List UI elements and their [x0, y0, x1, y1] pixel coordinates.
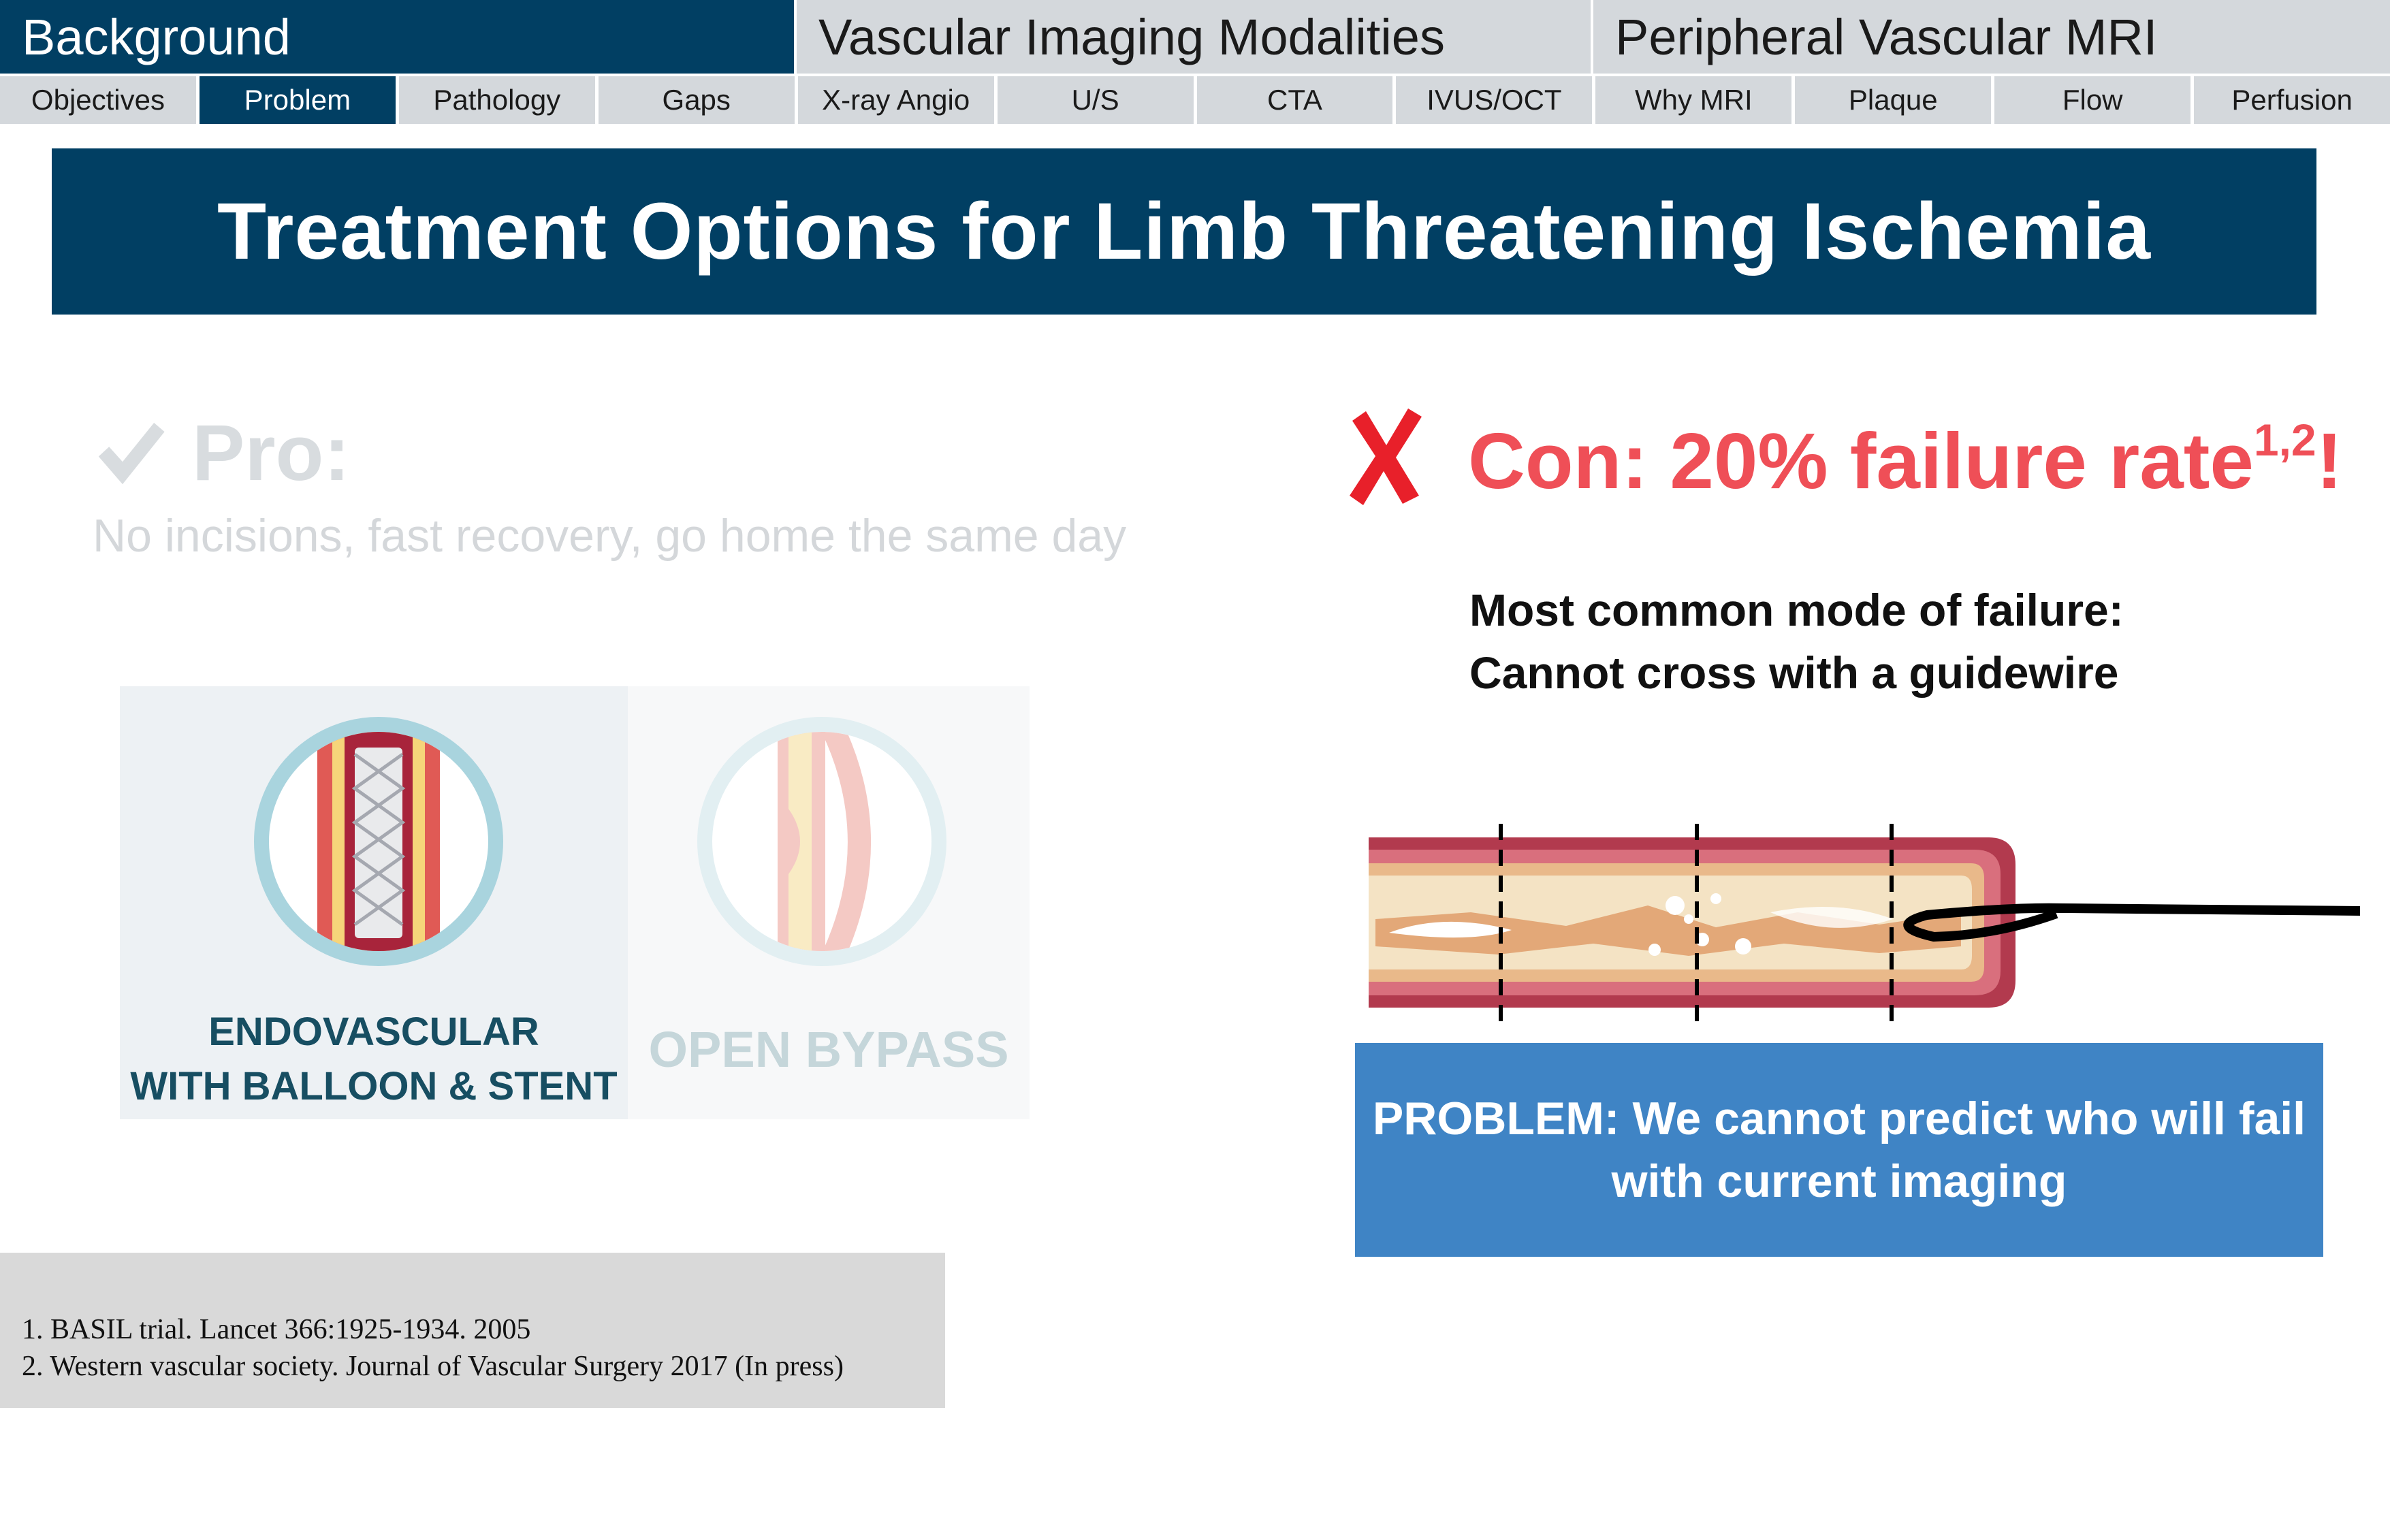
check-icon: [93, 415, 168, 490]
failure-mode-label: Most common mode of failure:: [1469, 585, 2124, 635]
con-citation: 1,2: [2253, 415, 2316, 465]
section-background[interactable]: Background: [0, 0, 797, 74]
pro-description: No incisions, fast recovery, go home the same day: [93, 510, 1127, 562]
section-peripheral-vascular-mri[interactable]: Peripheral Vascular MRI: [1593, 0, 2390, 74]
endovascular-label-line2: WITH BALLOON & STENT: [130, 1064, 618, 1108]
section-nav: [0, 0, 2390, 74]
con-heading: [1468, 414, 2342, 507]
tab-flow[interactable]: Flow: [1994, 76, 2194, 124]
con-heading-text: Con: 20% failure rate: [1468, 417, 2254, 505]
bypass-label: OPEN BYPASS: [648, 1021, 1009, 1078]
endovascular-card: [120, 686, 628, 1119]
pro-label: Pro:: [192, 408, 350, 497]
reference-2: 2. Western vascular society. Journal of Vascular Surgery 2017 (In press): [22, 1351, 844, 1382]
bypass-illustration: [628, 686, 1030, 1006]
tab-ivus-oct[interactable]: IVUS/OCT: [1396, 76, 1595, 124]
references-box: [0, 1253, 945, 1408]
tab-plaque[interactable]: Plaque: [1795, 76, 1994, 124]
problem-line1: PROBLEM: We cannot predict who will fail: [1372, 1093, 2306, 1144]
tab-why-mri[interactable]: Why MRI: [1595, 76, 1795, 124]
tab-problem[interactable]: Problem: [200, 76, 399, 124]
tab-us[interactable]: U/S: [998, 76, 1197, 124]
reference-1: 1. BASIL trial. Lancet 366:1925-1934. 2005: [22, 1314, 531, 1345]
con-exclamation: !: [2316, 417, 2343, 505]
x-mark-icon: [1345, 403, 1427, 505]
tab-xray-angio[interactable]: X-ray Angio: [798, 76, 998, 124]
tab-pathology[interactable]: Pathology: [399, 76, 599, 124]
tab-cta[interactable]: CTA: [1197, 76, 1397, 124]
tab-objectives[interactable]: Objectives: [0, 76, 200, 124]
title-banner: [52, 148, 2316, 315]
tab-nav: [0, 76, 2390, 124]
pro-heading: [93, 408, 350, 497]
problem-callout: [1355, 1043, 2323, 1257]
failure-mode-description: Cannot cross with a guidewire: [1469, 647, 2119, 698]
occluded-artery-illustration: [1362, 810, 2370, 1035]
stent-illustration: [120, 686, 628, 1006]
tab-perfusion[interactable]: Perfusion: [2194, 76, 2390, 124]
page-title: Treatment Options for Limb Threatening Ischemia: [217, 187, 2152, 276]
endovascular-label-line1: ENDOVASCULAR: [208, 1010, 539, 1054]
bypass-card: [628, 686, 1030, 1119]
section-vascular-imaging-modalities[interactable]: Vascular Imaging Modalities: [797, 0, 1593, 74]
problem-line2: with current imaging: [1611, 1155, 2067, 1207]
tab-gaps[interactable]: Gaps: [599, 76, 798, 124]
